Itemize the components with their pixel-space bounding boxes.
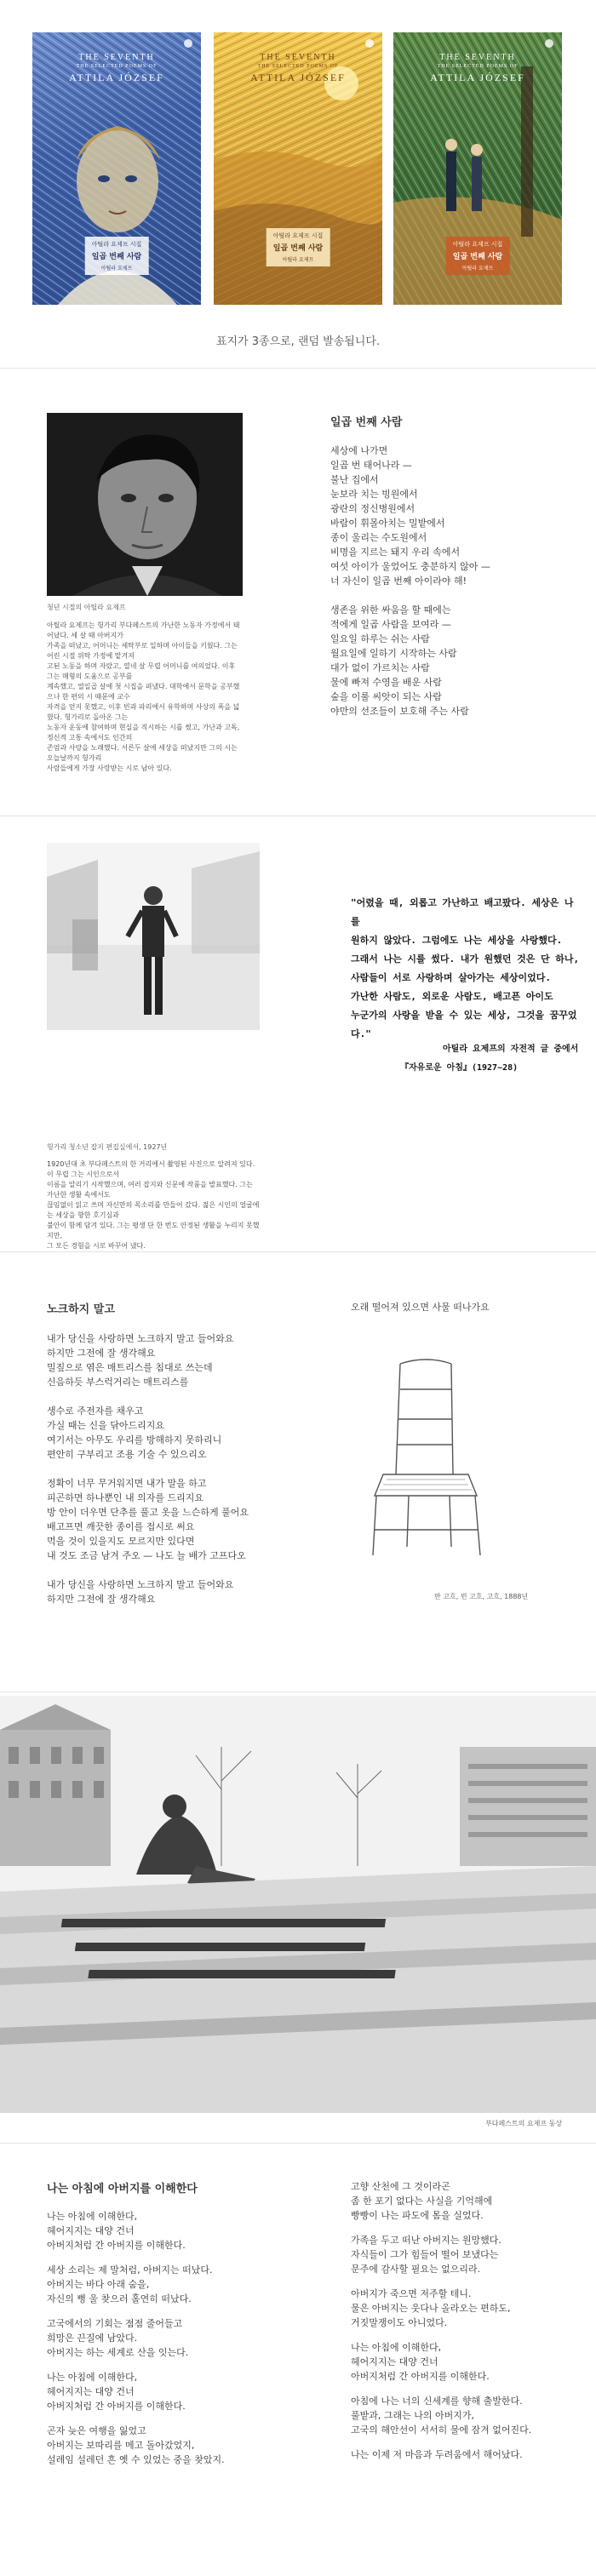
cover-korean-title: 아틸라 요제프 시집 일곱 번째 사람 아틸라 요제프 — [85, 237, 149, 275]
cover-korean-title: 아틸라 요제프 시집 일곱 번째 사람 아틸라 요제프 — [266, 228, 330, 266]
bio-text: 아틸라 요제프는 헝가리 부다페스트의 가난한 노동자 가정에서 태어났다. 세 살 때 아버지가 가족을 떠났고, 어머니는 세탁부로 일하며 아이들을 키웠다. 그는 어린 시절 위탁 가정에 맡겨져 고된 노동을 하며 자랐고, 열네 살 무렵 어머니를 여의었다. 이후 그는 매형의 도움으로 공부를 계속했고, 열일곱 살에 첫 시집을 펴냈다. 대학에서 문학을 공부했으나 한 편의 시 때문에 교수 자격을 얻지 못했고, 이후 빈과 파리에서 유학하며 사상의 폭을 넓혔다. 헝가리로 돌아온 그는 노동자 운동에 참여하며 현실을 직시하는 시를 썼고, 가난과 고독, 정신적 고통 속에서도 인간의 존엄과 사랑을 노래했다. 서른두 살에 세상을 떠났지만 그의 시는 오늘날까지 헝가리 사람들에게 가장 사랑받는 시로 남아 있다. — [47, 621, 240, 772]
poem-title: 나는 아침에 아버지를 이해한다 — [47, 2183, 198, 2195]
section-quote — [0, 817, 596, 1250]
street-photo — [47, 843, 260, 1030]
publisher-logo-icon — [184, 39, 192, 48]
poem-title: 일곱 번째 사람 — [330, 416, 403, 429]
divider — [0, 1251, 596, 1252]
covers-section — [0, 0, 596, 366]
cover-yellow[interactable] — [214, 32, 382, 305]
section-knock-poem — [0, 1253, 596, 1687]
poem-body: 세상에 나가면 일곱 번 태어나라 — 불난 집에서 눈보라 치는 빙원에서 광란의 정신병원에서 바람이 휘몰아치는 밀밭에서 종이 울리는 수도원에서 비명을 지르는 돼지 우리 속에서 여섯 아이가 울었어도 충분하지 않아 — 너 자신이 일곱 번째 아이라야 해! 생존을 위한 싸움을 할 때에는 적에게 일곱 사람을 보여라 — 일요일 하루는 쉬는 사람 월요일에 일하기 시작하는 사람 대가 없이 가르치는 사람 물에 빠져 수영을 배운 사람 숲을 이룰 씨앗이 되는 사람 야만의 선조들이 보호해 주는 사람 — [330, 445, 490, 717]
cover-title: THE SEVENTH THE SELECTED POEMS OF ATTILA JÓZSEF — [69, 53, 164, 83]
quote-source: 아틸라 요제프의 자전적 글 중에서 — [443, 1045, 579, 1054]
cover-korean-title: 아틸라 요제프 시집 일곱 번째 사람 아틸라 요제프 — [446, 237, 510, 275]
bio-text: 1920년대 초 부다페스트의 한 거리에서 촬영된 사진으로 알려져 있다. 이 무렵 그는 시인으로서 이름을 알리기 시작했으며, 여러 잡지와 신문에 작품을 발표했다. 그는 가난한 생활 속에서도 끊임없이 읽고 쓰며 자신만의 목소리를 만들어 갔다. 젊은 시인의 얼굴에는 세상을 향한 호기심과 불안이 함께 담겨 있다. 그는 평생 단 한 번도 안정된 생활을 누리지 못했지만, 그 모든 경험을 시로 바꾸어 냈다. — [47, 1160, 260, 1250]
photo-caption: 헝가리 청소년 잡지 편집실에서, 1927년 — [47, 1143, 168, 1151]
publisher-logo-icon — [545, 39, 553, 48]
cover-title: THE SEVENTH THE SELECTED POEMS OF ATTILA JÓZSEF — [430, 53, 525, 83]
quote-source-book: 『자유로운 아침』(1927~28) — [400, 1063, 519, 1073]
monument-caption: 부다페스트의 요제프 동상 — [485, 2120, 563, 2127]
monument-photo — [0, 1696, 596, 2113]
poem-body: 내가 당신을 사랑하면 노크하지 말고 들어와요 하지만 그전에 잘 생각해요 밀짚으로 엮은 매트리스를 침대로 쓰는데 신음하듯 부스럭거리는 매트리스를 생수로 주전자를 채우고 가실 때는 신을 닦아드리지요 여기서는 아무도 우리를 방해하지 못하리니 편안히 구부리고 조용 기술 수 있으리오 정확이 너무 무거워지면 내가 말을 하고 피곤하면 하나뿐인 내 의자를 드리지요 방 안이 더우면 단추를 풀고 옷을 느슨하게 풀어요 배고프면 깨끗한 종이를 접시로 써요 먹을 것이 있을지도 모르지만 있다면 내 것도 조금 남겨 주오 — 나도 늘 배가 고프다오 내가 당신을 사랑하면 노크하지 말고 들어와요 하지만 그전에 잘 생각해요 — [47, 1333, 249, 1605]
cover-blue[interactable] — [32, 32, 201, 305]
chair-drawing — [349, 1347, 502, 1568]
portrait-photo — [47, 413, 243, 596]
section-monument — [0, 1696, 596, 2138]
poem-title: 노크하지 말고 — [47, 1303, 115, 1316]
chair-caption: 반 고흐, 빈 고흐, 고흐, 1888년 — [434, 1593, 529, 1600]
cover-title: THE SEVENTH THE SELECTED POEMS OF ATTILA JÓZSEF — [250, 53, 346, 83]
publisher-logo-icon — [365, 39, 374, 48]
photo-caption: 청년 시절의 아틸라 요제프 — [47, 604, 126, 611]
handwritten-quote: "어렸을 때, 외롭고 가난하고 배고팠다. 세상은 나를 원하지 않았다. 그럼에도 나는 세상을 사랑했다. 그래서 나는 시를 썼다. 내가 원했던 것은 단 하나, 사람들이 서로 사랑하며 살아가는 세상이었다. 가난한 사람도, 외로운 사람도, 배고픈 아이도 누군가의 사랑을 받을 수 있는 세상, 그것을 꿈꾸었다." — [351, 897, 580, 1039]
cover-green[interactable] — [393, 32, 562, 305]
poem-body-left: 나는 아침에 이해한다, 헤어지지는 대양 건너 아버지처럼 간 아버지를 이해한다. 세상 소리는 제 말처럼, 아버지는 떠났다. 아버지는 바다 아래 숨을, 자신의 뻥 울 찾으러 홀연히 떠났다. 고국에서의 기회는 점점 줄어들고 희망은 끈질에 남았다. 아버지는 하는 세계로 산을 잇는다. 나는 아침에 이해한다, 헤어지지는 대양 건너 아버지처럼 간 아버지를 이해한다. 곤자 늦은 여행을 잃었고 아버지는 보따리를 메고 돌아갔었지, 설레임 설레던 흔 옛 수 있었는 중을 찾았지. — [47, 2211, 225, 2465]
section-father-poem — [0, 2145, 596, 2576]
cover-caption: 표지가 3종으로, 랜덤 발송됩니다. — [215, 335, 381, 348]
section-seventh-poem — [0, 369, 596, 811]
right-title: 오래 떨어져 있으면 사물 떠나가요 — [351, 1302, 490, 1313]
poem-body-right: 고향 산천에 그 것이라곤 좀 한 포기 없다는 사실을 기억해에 빵빵이 나는 파도에 몸을 실었다. 가족을 두고 떠난 아버지는 원망했다. 자식들이 그가 힘들어 떨어 보냈다는 문주에 감사할 필요는 없으리라. 아버지가 죽으면 저주할 테니. 물은 아버지는 웃다나 올라오는 편하도, 거짓말쟁이도 아니었다. 나는 아침에 이해한다, 헤어지지는 대양 건너 아버지처럼 간 아버지를 이해한다. 아침에 나는 너의 신세계를 향해 출발한다. 풀밭과, 그래는 나의 아버지가, 고국의 해안선이 서서히 물에 잠겨 없어진다. 나는 이제 저 마음과 두려움에서 해어났다. — [351, 2181, 532, 2460]
divider — [0, 2143, 596, 2144]
